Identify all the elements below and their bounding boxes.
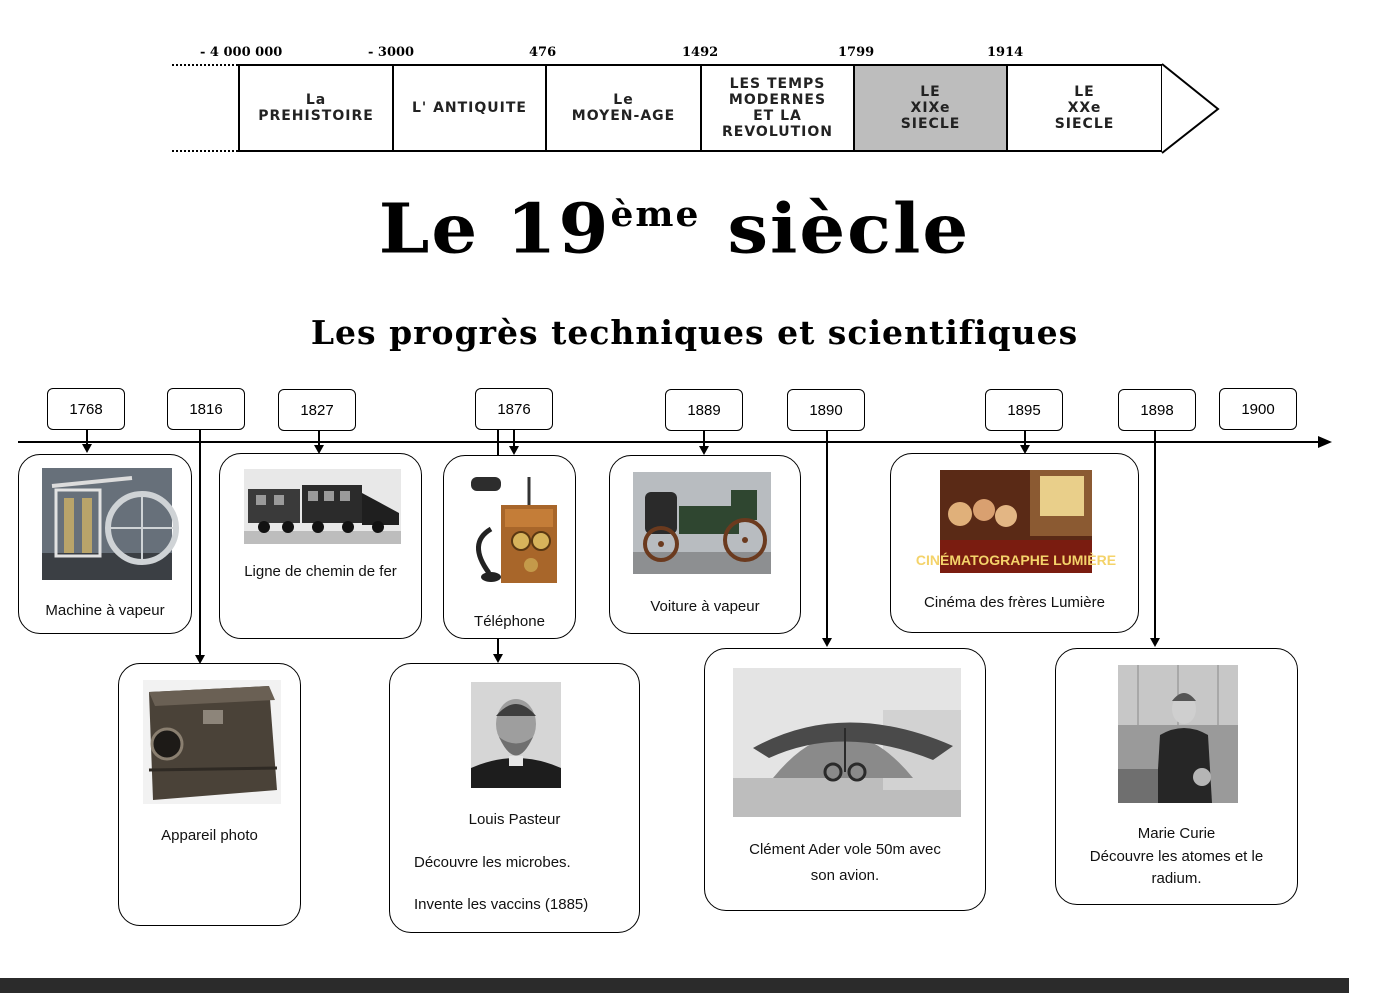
connector-line [199,430,201,656]
era-xx-siecle: LE XXe SIECLE [1054,84,1115,132]
era-date: 1914 [987,45,1024,60]
page-title [0,188,1349,269]
dotted-continuation [172,64,238,66]
era-date: - 4 000 000 [200,45,283,60]
arrow-down-icon [509,446,519,455]
event-axis [18,441,1320,443]
event-caption: Louis Pasteur [468,811,561,828]
era-prehistoire: La PREHISTOIRE [240,66,394,150]
camera-image [143,680,281,804]
year-1898: 1898 [1118,389,1196,431]
event-caption-line: son avion. [810,867,880,884]
train-image [244,469,401,544]
year-1895: 1895 [985,389,1063,431]
event-caption-line: Marie Curie [1137,825,1216,842]
title-text-rest: siècle [727,188,971,269]
cinematographe-poster-image [915,470,1117,573]
era-date: 476 [529,45,557,60]
poster-lettering: CINÉMATOGRAPHE LUMIÈRE [915,552,1117,568]
ader-airplane-image [733,668,961,817]
steam-car-image [633,472,771,574]
telephone-image [461,469,561,587]
event-detail: Invente les vaccins (1885) [414,896,589,913]
era-date: - 3000 [368,45,415,60]
connector-line [86,430,88,444]
event-caption: Téléphone [474,613,545,630]
page-subtitle: Les progrès techniques et scientifiques [310,313,1079,352]
event-card-railway [219,453,422,639]
curie-image [1118,665,1238,803]
era-antiquite: L' ANTIQUITE [394,66,547,150]
arrow-down-icon [1150,638,1160,647]
era-date: 1799 [838,45,875,60]
event-caption-line: radium. [1151,870,1202,887]
year-1889: 1889 [665,389,743,431]
event-card-curie [1055,648,1298,905]
era-moyen-age: Le MOYEN-AGE [547,66,702,150]
connector-line [1154,431,1156,638]
connector-line [1024,431,1026,445]
year-1890: 1890 [787,389,865,431]
year-1876: 1876 [475,388,553,430]
event-caption: Voiture à vapeur [650,598,760,615]
year-1827: 1827 [278,389,356,431]
dotted-continuation [172,150,238,152]
event-card-camera [118,663,301,926]
year-1900: 1900 [1219,388,1297,430]
era-xix-siecle: LE XIXe SIECLE [855,66,1008,150]
event-card-steam-engine [18,454,192,634]
steam-engine-image [42,468,172,580]
year-1768: 1768 [47,388,125,430]
event-detail: Découvre les microbes. [414,854,571,871]
connector-line [497,639,499,654]
era-date: 1492 [682,45,719,60]
event-card-ader [704,648,986,911]
pasteur-image [471,682,561,788]
connector-line [826,431,828,638]
era-temps-modernes: LES TEMPS MODERNES ET LA REVOLUTION [702,66,855,150]
connector-line [513,430,515,446]
event-card-cinema [890,453,1139,633]
connector-line [497,430,499,455]
event-caption: Appareil photo [161,827,258,844]
event-caption: Ligne de chemin de fer [244,563,397,580]
connector-line [703,431,705,446]
era-arrow-icon [1161,63,1221,155]
title-superscript: ème [610,194,701,235]
connector-line [318,431,320,445]
arrow-down-icon [493,654,503,663]
arrow-down-icon [699,446,709,455]
arrow-down-icon [822,638,832,647]
era-bar [238,64,1163,152]
event-card-telephone [443,455,576,639]
window-bottom-bar [0,978,1349,993]
event-caption: Cinéma des frères Lumière [924,594,1105,611]
event-caption: Machine à vapeur [45,602,165,619]
event-caption-line: Clément Ader vole 50m avec [749,841,941,858]
title-text: Le 19 [378,188,611,269]
event-caption-line: Découvre les atomes et le [1089,848,1264,865]
year-1816: 1816 [167,388,245,430]
arrow-down-icon [82,444,92,453]
event-card-steam-car [609,455,801,634]
axis-arrow-icon [1318,436,1332,448]
event-card-pasteur [389,663,640,933]
